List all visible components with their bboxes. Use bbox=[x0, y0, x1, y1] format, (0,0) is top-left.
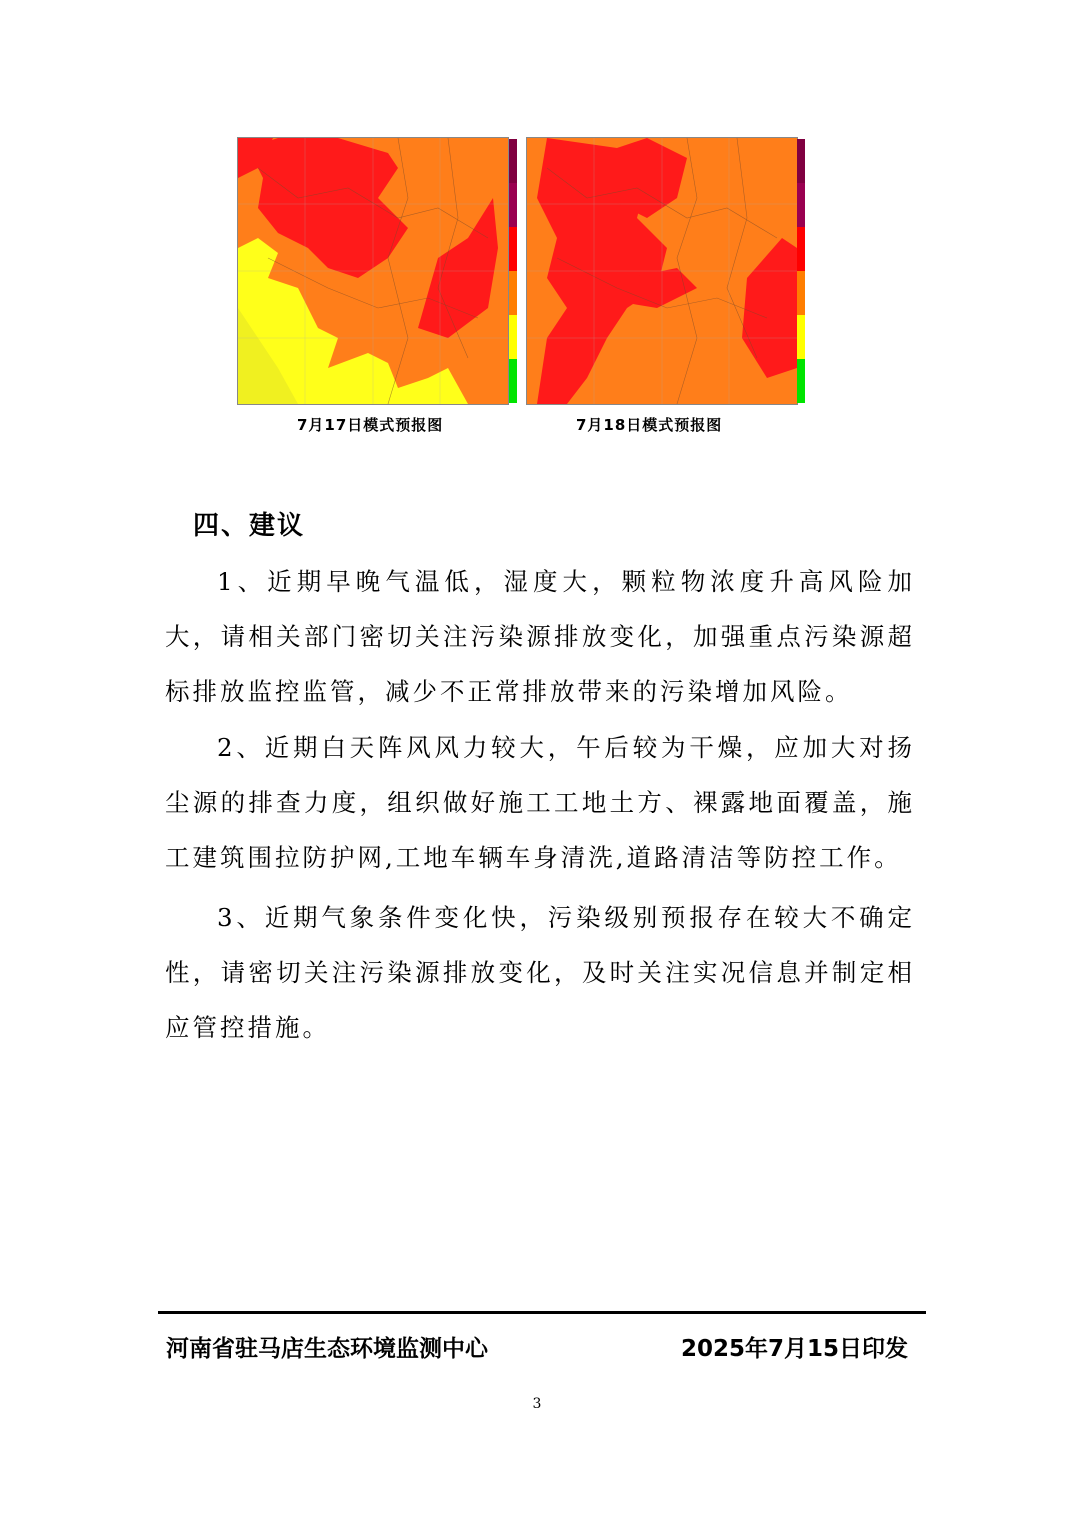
forecast-maps bbox=[237, 137, 807, 407]
section-heading: 四、建议 bbox=[193, 511, 306, 541]
issue-date: 2025年7月15日印发 bbox=[680, 1336, 908, 1362]
suggestion-paragraph-2: 2、近期白天阵风风力较大，午后较为干燥，应加大对扬尘源的排查力度，组织做好施工工地土方、裸露地面覆盖，施工建筑围拉防护网,工地车辆车身清洗,道路清洁等防控工作。 bbox=[165, 733, 915, 872]
issuing-organization: 河南省驻马店生态环境监测中心 bbox=[166, 1336, 488, 1362]
forecast-map-jul17 bbox=[237, 137, 509, 405]
footer-divider bbox=[158, 1311, 926, 1314]
map-caption-left: 7月17日模式预报图 bbox=[297, 416, 444, 434]
page-number: 3 bbox=[532, 1396, 542, 1412]
suggestion-paragraph-1: 1、近期早晚气温低，湿度大，颗粒物浓度升高风险加大，请相关部门密切关注污染源排放变化，加强重点污染源超标排放监控监管，减少不正常排放带来的污染增加风险。 bbox=[165, 567, 915, 706]
suggestion-paragraph-3: 3、近期气象条件变化快，污染级别预报存在较大不确定性，请密切关注污染源排放变化，及时关注实况信息并制定相应管控措施。 bbox=[165, 903, 915, 1042]
map-caption-right: 7月18日模式预报图 bbox=[576, 416, 723, 434]
color-scale-left bbox=[509, 139, 517, 403]
forecast-map-jul18 bbox=[526, 137, 798, 405]
color-scale-right bbox=[797, 139, 805, 403]
